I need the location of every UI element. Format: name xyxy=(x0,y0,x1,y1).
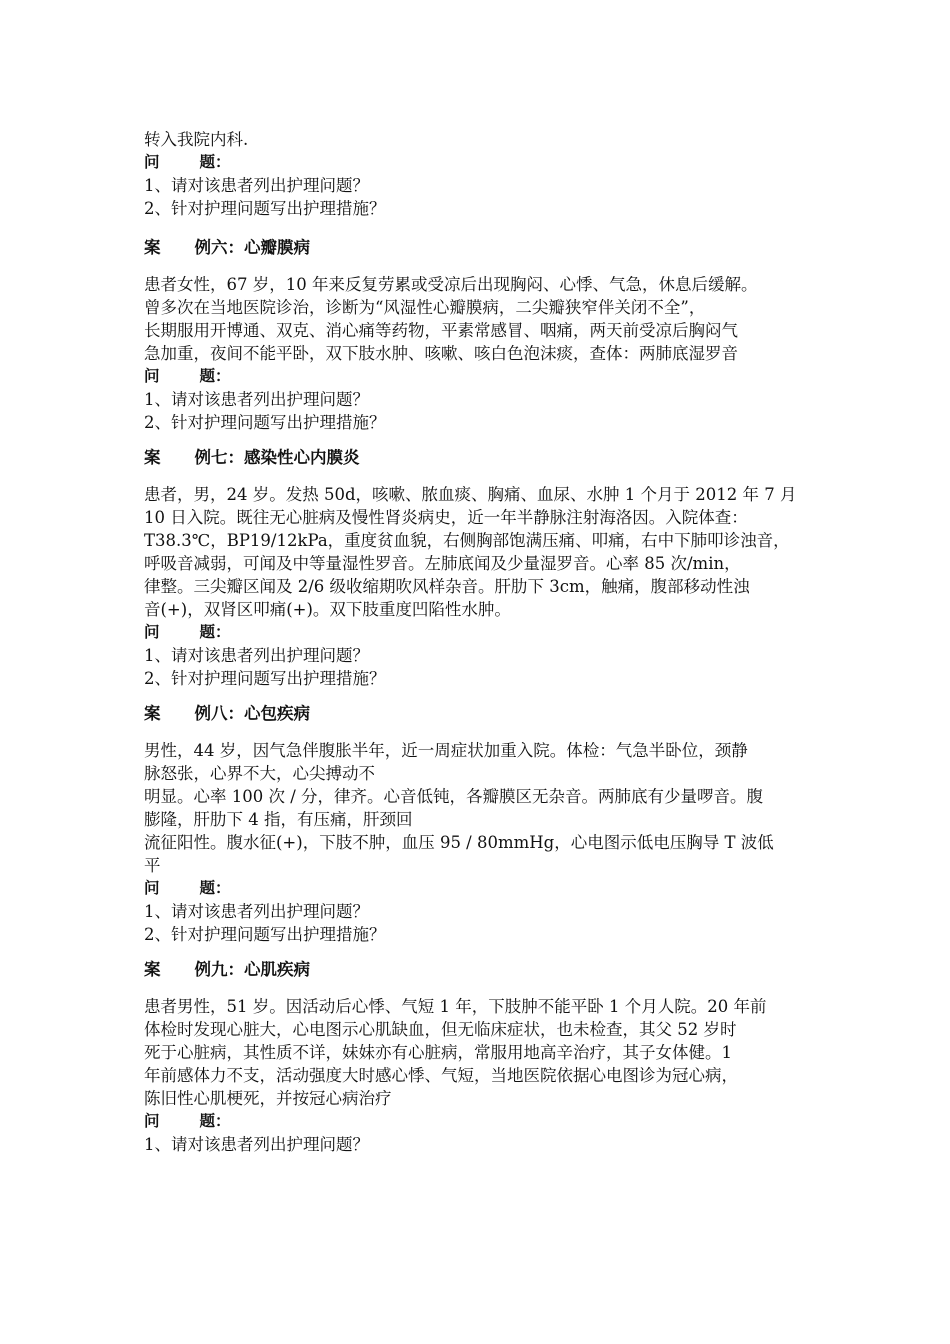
case-text-line: 膨隆，肝肋下 4 指，有压痛，肝颈回 xyxy=(144,810,413,829)
case-text-line: 律整。三尖瓣区闻及 2/6 级收缩期吹风样杂音。肝肋下 3cm，触痛，腹部移动性浊 xyxy=(144,577,750,596)
case-text-line: 平 xyxy=(144,856,161,875)
document-page xyxy=(144,128,824,1156)
question-1: 1、请对该患者列出护理问题？ xyxy=(144,1135,369,1154)
question-2: 2、针对护理问题写出护理措施？ xyxy=(144,925,386,944)
question-2: 2、针对护理问题写出护理措施？ xyxy=(144,669,386,688)
intro-text: 转入我院内科. xyxy=(144,130,249,149)
case-text-line: 年前感体力不支，活动强度大时感心悸、气短，当地医院依据心电图诊为冠心病， xyxy=(144,1066,738,1085)
case-text-line: T38.3℃，BP19/12kPa，重度贫血貌，右侧胸部饱满压痛、叩痛，右中下肺叩诊浊音， xyxy=(144,531,790,550)
question-2: 2、针对护理问题写出护理措施？ xyxy=(144,413,386,432)
question-2: 2、针对护理问题写出护理措施？ xyxy=(144,199,386,218)
question-label: 问 题： xyxy=(144,623,231,641)
question-label: 问 题： xyxy=(144,879,231,897)
question-1: 1、请对该患者列出护理问题？ xyxy=(144,176,369,195)
case-text-line: 陈旧性心肌梗死，并按冠心病治疗 xyxy=(144,1089,392,1108)
case-text-line: 男性，44 岁，因气急伴腹胀半年，近一周症状加重入院。体检：气急半卧位，颈静 xyxy=(144,741,748,760)
question-label: 问 题： xyxy=(144,153,231,171)
question-1: 1、请对该患者列出护理问题？ xyxy=(144,646,369,665)
case-text-line: 体检时发现心脏大，心电图示心肌缺血，但无临床症状，也未检查，其父 52 岁时 xyxy=(144,1020,737,1039)
case-text-line: 曾多次在当地医院诊治，诊断为“风湿性心瓣膜病，二尖瓣狭窄伴关闭不全”， xyxy=(144,298,706,317)
case-text-line: 急加重，夜间不能平卧，双下肢水肿、咳嗽、咳白色泡沫痰，查体：两肺底湿罗音 xyxy=(144,344,738,363)
question-1: 1、请对该患者列出护理问题？ xyxy=(144,390,369,409)
case-text-line: 患者女性，67 岁，10 年来反复劳累或受凉后出现胸闷、心悸、气急，休息后缓解。 xyxy=(144,275,758,294)
case-body xyxy=(144,273,824,365)
case-body xyxy=(144,739,824,877)
question-1: 1、请对该患者列出护理问题？ xyxy=(144,902,369,921)
case-body xyxy=(144,995,824,1110)
case-heading: 案 例六：心瓣膜病 xyxy=(144,238,310,257)
case-text-line: 流征阳性。腹水征(+)，下肢不肿，血压 95 / 80mmHg，心电图示低电压胸导 T 波低 xyxy=(144,833,774,852)
case-text-line: 明显。心率 100 次 / 分，律齐。心音低钝，各瓣膜区无杂音。两肺底有少量啰音。腹 xyxy=(144,787,764,806)
case-text-line: 死于心脏病，其性质不详，妹妹亦有心脏病，常服用地高辛治疗，其子女体健。1 xyxy=(144,1043,732,1062)
case-text-line: 脉怒张，心界不大，心尖搏动不 xyxy=(144,764,375,783)
case-text-line: 10 日入院。既往无心脏病及慢性肾炎病史，近一年半静脉注射海洛因。入院体查： xyxy=(144,508,748,527)
case-text-line: 长期服用开博通、双克、消心痛等药物，平素常感冒、咽痛，两天前受凉后胸闷气 xyxy=(144,321,738,340)
case-heading: 案 例七：感染性心内膜炎 xyxy=(144,448,360,467)
case-text-line: 患者男性，51 岁。因活动后心悸、气短 1 年，下肢肿不能平卧 1 个月人院。20 年前 xyxy=(144,997,767,1016)
case-text-line: 患者，男，24 岁。发热 50d，咳嗽、脓血痰、胸痛、血尿、水肿 1 个月于 2012 年 7 月 xyxy=(144,485,797,504)
question-label: 问 题： xyxy=(144,367,231,385)
case-body xyxy=(144,483,824,621)
case-text-line: 呼吸音减弱，可闻及中等量湿性罗音。左肺底闻及少量湿罗音。心率 85 次/min， xyxy=(144,554,741,573)
case-text-line: 音(+)，双肾区叩痛(+)。双下肢重度凹陷性水肿。 xyxy=(144,600,511,619)
question-label: 问 题： xyxy=(144,1112,231,1130)
case-heading: 案 例九：心肌疾病 xyxy=(144,960,310,979)
case-heading: 案 例八：心包疾病 xyxy=(144,704,310,723)
